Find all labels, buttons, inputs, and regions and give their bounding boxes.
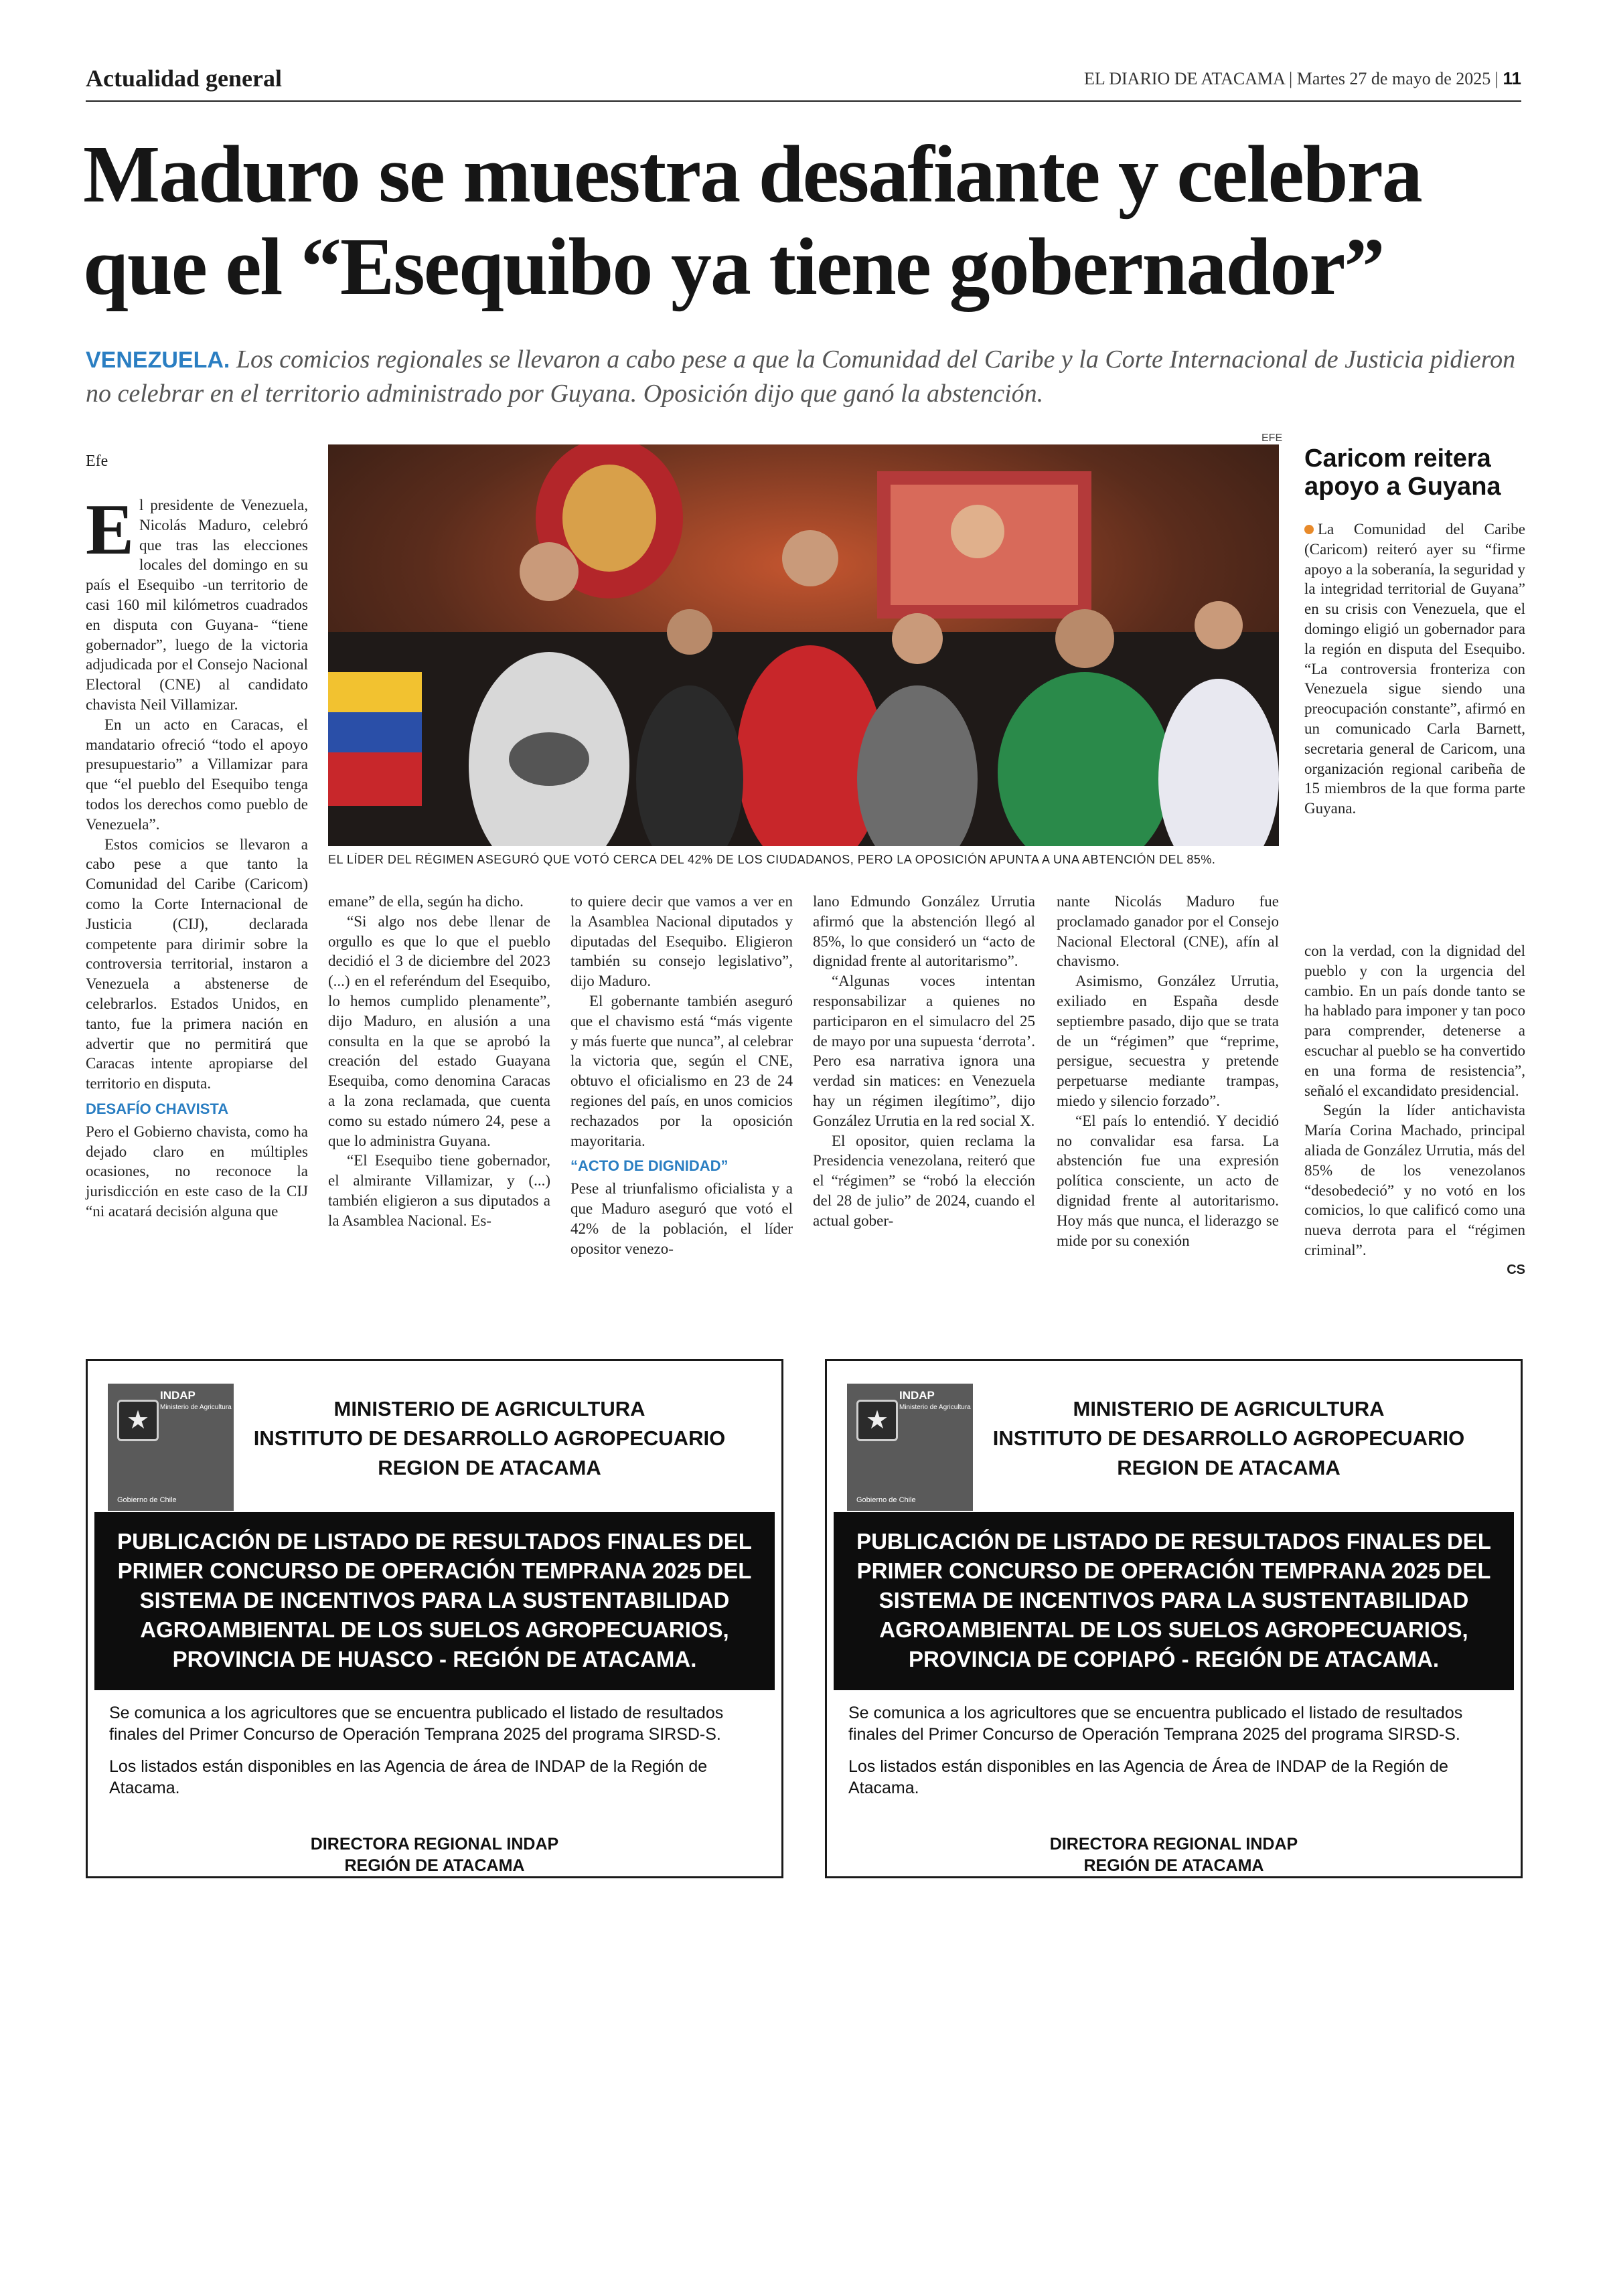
subhead-desafio: DESAFÍO CHAVISTA bbox=[86, 1100, 229, 1117]
c4-a: lano Edmundo González Urrutia afirmó que la abstención llegó al 85%, lo que consideró un “acto de dignidad frente al autoritarismo”. bbox=[813, 893, 1035, 970]
top-rule bbox=[86, 100, 1521, 102]
bullet-icon bbox=[1304, 525, 1314, 534]
c3-a: to quiere decir que vamos a ver en la Asamblea Nacional diputados y diputadas del Esequibo. Eligieron también su consejo legislativo”, dijo Maduro. bbox=[570, 893, 793, 990]
ad-body-1: Se comunica a los agricultores que se encuentra publicado el listado de resultados finales del Primer Concurso de Operación Temprana 2025 del programa SIRSD-S. bbox=[109, 1704, 724, 1744]
column-3 bbox=[570, 892, 793, 1258]
lead-text: Los comicios regionales se llevaron a cabo pese a que la Comunidad del Caribe y la Corte Internacional de Justicia pidieron no celebrar en el territorio administrado por Guyana. Oposición dijo que ganó la abstención. bbox=[86, 345, 1516, 408]
photo-credit: EFE bbox=[1261, 432, 1283, 444]
issue-date: Martes 27 de mayo de 2025 bbox=[1296, 69, 1491, 88]
ad-ministry bbox=[242, 1394, 737, 1483]
signature-line: REGIÓN DE ATACAMA bbox=[1083, 1856, 1264, 1875]
c4-b: “Algunas voces intentan responsabilizar a quienes no participaron en el simulacro del 25 de mayo por una supuesta ‘derrota’. Pero esa narrativa ignora una verdad sin matices: en Venezuela hay un régimen ilegítimo”, dijo González Urrutia en la red social X. bbox=[813, 973, 1035, 1129]
dropcap: E bbox=[86, 490, 135, 570]
c6-a: con la verdad, con la dignidad del pueblo y con la urgencia del cambio. En un país donde tanto se ha hablado para imponer y tan poco para comprender, detenerse a escuchar al pueblo se ha convertido en una forma de resistencia”, señaló el excandidato presidencial. bbox=[1304, 942, 1525, 1099]
c5-a: nante Nicolás Maduro fue proclamado ganador por el Consejo Nacional Electoral (CNE), afín al chavismo. bbox=[1057, 893, 1279, 970]
c5-c: “El país lo entendió. Y decidió no convalidar esa farsa. La abstención fue una expresión política consciente, un acto de dignidad frente al autoritarismo. Hoy más que nunca, el liderazgo se mide por su conexión bbox=[1057, 1112, 1279, 1249]
ad-title-line: PUBLICACIÓN DE LISTADO DE RESULTADOS FINALES DEL bbox=[856, 1529, 1491, 1554]
logo-sub: Ministerio de Agricultura bbox=[160, 1404, 232, 1411]
ad-copiapo bbox=[825, 1359, 1523, 1878]
sidebar-title: Caricom reitera apoyo a Guyana bbox=[1304, 444, 1501, 501]
c6-b: Según la líder antichavista María Corina Machado, principal aliada de González Urrutia, más del 85% de los venezolanos “desobedeció” y no votó en los comicios, lo que calificó como una nueva derrota para el “régimen criminal”. bbox=[1304, 1102, 1525, 1258]
sidebar-body bbox=[1304, 519, 1525, 819]
ad-title-line: PUBLICACIÓN DE LISTADO DE RESULTADOS FINALES DEL bbox=[117, 1529, 752, 1554]
ad-signature bbox=[88, 1833, 781, 1876]
ad-title-line: PROVINCIA DE COPIAPÓ - REGIÓN DE ATACAMA. bbox=[908, 1647, 1440, 1671]
ad-title-line: AGROAMBIENTAL DE LOS SUELOS AGROPECUARIOS, bbox=[879, 1617, 1468, 1642]
section-label: Actualidad general bbox=[86, 65, 282, 92]
lead-kicker: VENEZUELA. bbox=[86, 347, 230, 373]
ministry-line: MINISTERIO DE AGRICULTURA bbox=[333, 1397, 645, 1420]
column-2 bbox=[328, 892, 550, 1231]
signature-line: DIRECTORA REGIONAL INDAP bbox=[310, 1835, 559, 1854]
headline: Maduro se muestra desafiante y celebra que el “Esequibo ya tiene gobernador” bbox=[83, 129, 1422, 312]
logo-sub: Ministerio de Agricultura bbox=[899, 1404, 971, 1411]
paragraph-1: l presidente de Venezuela, Nicolás Maduro, celebró que tras las elecciones locales del domingo en su país el Esequibo -un territorio de casi 160 mil kilómetros cuadrados en disputa con Guyana- “tiene gobernador”, luego de la victoria adjudicada por el Consejo Nacional Electoral (CNE) al candidato chavista Neil Villamizar. bbox=[86, 497, 308, 713]
ad-body-1: Se comunica a los agricultores que se encuentra publicado el listado de resultados finales del Primer Concurso de Operación Temprana 2025 del programa SIRSD-S. bbox=[848, 1704, 1463, 1744]
ministry-line: REGION DE ATACAMA bbox=[1117, 1456, 1341, 1479]
masthead: EL DIARIO DE ATACAMA | Martes 27 de mayo de 2025 | 11 bbox=[1083, 68, 1521, 88]
signature-line: REGIÓN DE ATACAMA bbox=[344, 1856, 525, 1875]
indap-logo bbox=[108, 1384, 234, 1511]
ministry-line: INSTITUTO DE DESARROLLO AGROPECUARIO bbox=[992, 1426, 1465, 1450]
paragraph-4: Pero el Gobierno chavista, como ha dejado claro en múltiples ocasiones, no reconoce la jurisdicción en este caso de la CIJ “ni acatará decisión alguna que bbox=[86, 1123, 308, 1220]
c3-b: El gobernante también aseguró que el chavismo está “más vigente y más fuerte que nunca”, al celebrar la victoria que, según el CNE, obtuvo el oficialismo en 23 de 24 regiones del país, en unos comicios rechazados por la oposición mayoritaria. bbox=[570, 992, 793, 1149]
photo-caption: EL LÍDER DEL RÉGIMEN ASEGURÓ QUE VOTÓ CERCA DEL 42% DE LOS CIUDADANOS, PERO LA OPOSICIÓN APUNTA A UNA ABTENCIÓN DEL 85%. bbox=[328, 853, 1216, 866]
c5-b: Asimismo, González Urrutia, exiliado en España desde septiembre pasado, dijo que se trata de un “régimen” que “reprime, persigue, secuestra y pretende perpetuarse mediante trampas, miedo y silencio forzado”. bbox=[1057, 973, 1279, 1109]
lead bbox=[86, 343, 1525, 410]
byline: Efe bbox=[86, 453, 108, 470]
ad-title-line: PRIMER CONCURSO DE OPERACIÓN TEMPRANA 2025 DEL bbox=[117, 1558, 752, 1583]
column-5 bbox=[1057, 892, 1279, 1250]
logo-brand: INDAP bbox=[899, 1389, 935, 1402]
ad-title-block bbox=[94, 1512, 775, 1690]
ad-body bbox=[109, 1702, 752, 1809]
paragraph-3: Estos comicios se llevaron a cabo pese a que tanto la Comunidad del Caribe (Caricom) como la Corte Internacional de Justicia (CIJ), declarada competente para dirimir sobre la controversia territorial, instaron a Venezuela a abstenerse de celebrarlos. Estados Unidos, en tanto, fue la primera nación en advertir que no permitirá que Caracas intente apropiarse del territorio en disputa. bbox=[86, 835, 308, 1092]
logo-gob: Gobierno de Chile bbox=[856, 1496, 916, 1504]
article-photo bbox=[328, 444, 1279, 846]
column-4 bbox=[813, 892, 1035, 1231]
paper-name: EL DIARIO DE ATACAMA bbox=[1083, 69, 1285, 88]
photo-illustration bbox=[328, 444, 1279, 846]
column-6 bbox=[1304, 941, 1525, 1281]
indap-logo bbox=[847, 1384, 973, 1511]
ministry-line: REGION DE ATACAMA bbox=[378, 1456, 601, 1479]
coat-of-arms-icon: ★ bbox=[856, 1400, 898, 1441]
ad-title-block bbox=[834, 1512, 1514, 1690]
ad-huasco bbox=[86, 1359, 783, 1878]
ad-title-line: SISTEMA DE INCENTIVOS PARA LA SUSTENTABILIDAD bbox=[878, 1588, 1469, 1613]
c3-c: Pese al triunfalismo oficialista y a que Maduro aseguró que votó el 42% de la población, el líder opositor venezo- bbox=[570, 1180, 793, 1257]
ad-body-2: Los listados están disponibles en las Agencia de Área de INDAP de la Región de Atacama. bbox=[848, 1757, 1448, 1797]
ad-signature bbox=[827, 1833, 1521, 1876]
coat-of-arms-icon: ★ bbox=[117, 1400, 159, 1441]
logo-gob: Gobierno de Chile bbox=[117, 1496, 177, 1504]
ad-title-line: AGROAMBIENTAL DE LOS SUELOS AGROPECUARIOS, bbox=[140, 1617, 729, 1642]
column-1 bbox=[86, 490, 308, 1222]
paragraph-2: En un acto en Caracas, el mandatario ofreció “todo el apoyo presupuestario” a Villamizar para que “el pueblo del Esequibo tenga todos los derechos como pueblo de Venezuela”. bbox=[86, 716, 308, 833]
ministry-line: MINISTERIO DE AGRICULTURA bbox=[1073, 1397, 1385, 1420]
page-number: 11 bbox=[1503, 68, 1521, 88]
signature-line: DIRECTORA REGIONAL INDAP bbox=[1049, 1835, 1298, 1854]
ad-ministry bbox=[981, 1394, 1476, 1483]
c2-a: emane” de ella, según ha dicho. bbox=[328, 893, 524, 910]
ad-title-line: PRIMER CONCURSO DE OPERACIÓN TEMPRANA 2025 DEL bbox=[856, 1558, 1491, 1583]
end-mark: CS bbox=[1507, 1262, 1525, 1277]
ministry-line: INSTITUTO DE DESARROLLO AGROPECUARIO bbox=[253, 1426, 726, 1450]
ad-body bbox=[848, 1702, 1491, 1809]
subhead-dignidad: “ACTO DE DIGNIDAD” bbox=[570, 1157, 729, 1175]
c2-c: “El Esequibo tiene gobernador, el almirante Villamizar, y (...) también eligieron a sus diputados a la Asamblea Nacional. Es- bbox=[328, 1152, 550, 1229]
sidebar-text: La Comunidad del Caribe (Caricom) reiteró ayer su “firme apoyo a la soberanía, la seguridad y la integridad territorial de Guyana” en su crisis con Venezuela, que el domingo eligió un gobernador para la región en disputa del Esequibo. “La controversia fronteriza con Venezuela sigue siendo una preocupación constante”, afirmó en un comunicado Carla Barnett, secretaria general de Caricom, una organización regional caribeña de 15 miembros de la que forma parte Guyana. bbox=[1304, 521, 1525, 817]
c2-b: “Si algo nos debe llenar de orgullo es que lo que el pueblo decidió el 3 de diciembre del 2023 (...) en el referéndum del Esequibo, lo hemos cumplido plenamente”, dijo Maduro, en alusión a una consulta en la que se aprobó la creación del estado Guayana Esequiba, como denomina Caracas a la zona reclamada, que cuenta como su estado número 24, pese a que lo administra Guyana. bbox=[328, 912, 550, 1149]
ad-title-line: SISTEMA DE INCENTIVOS PARA LA SUSTENTABILIDAD bbox=[139, 1588, 730, 1613]
ad-title-line: PROVINCIA DE HUASCO - REGIÓN DE ATACAMA. bbox=[172, 1647, 697, 1671]
ad-body-2: Los listados están disponibles en las Agencia de área de INDAP de la Región de Atacama. bbox=[109, 1757, 708, 1797]
logo-brand: INDAP bbox=[160, 1389, 196, 1402]
c4-c: El opositor, quien reclama la Presidencia venezolana, reiteró que el “régimen” se “robó la elección del 28 de julio” de 2024, cuando el actual gober- bbox=[813, 1132, 1035, 1229]
